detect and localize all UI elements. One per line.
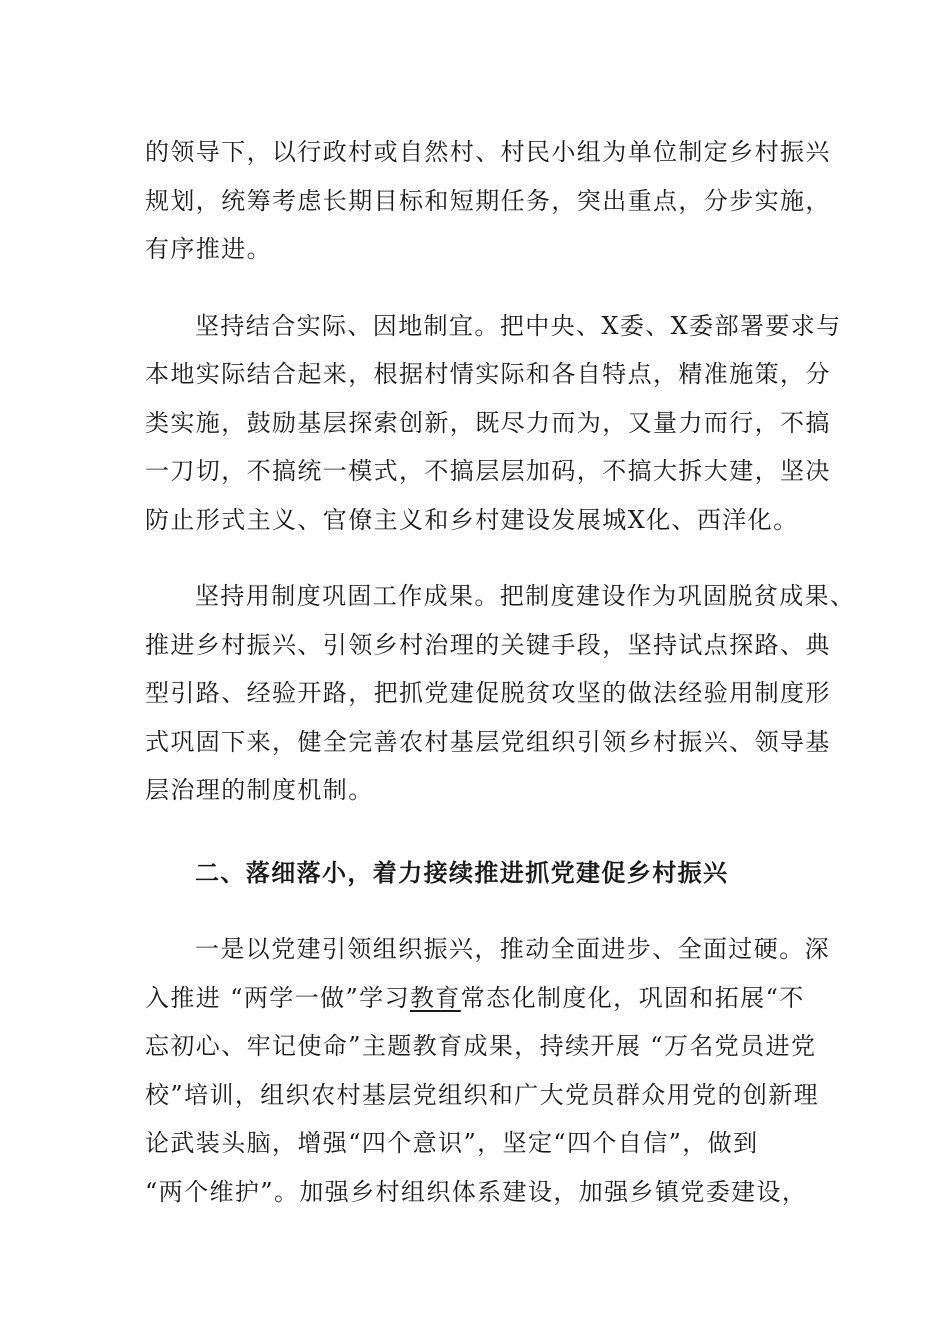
paragraph-4 [145,925,830,1216]
text-line: 坚持结合实际、因地制宜。把中央、X委、X委部署要求与 [195,311,842,340]
text-line: 校”培训，组织农村基层党组织和广大党员群众用党的创新理 [145,1080,820,1109]
text-segment: 入推进 “两学一做”学习 [145,983,410,1012]
text-line: 一是以党建引领组织振兴，推动全面进步、全面过硬。深 [195,935,830,963]
section-heading: 二、落细落小，着力接续推进抓党建促乡村振兴 [195,857,729,887]
text-line: 类实施，鼓励基层探索创新，既尽力而为，又量力而行，不搞 [145,408,831,437]
text-line: 层治理的制度机制。 [145,776,374,804]
paragraph-2 [145,302,842,545]
text-line: 本地实际结合起来，根据村情实际和各自特点，精准施策，分 [145,360,831,388]
text-line: 忘初心、牢记使命”主题教育成果，持续开展 “万名党员进党 [145,1032,817,1060]
text-line: “两个维护”。加强乡村组织体系建设，加强乡镇党委建设， [145,1177,808,1206]
text-line [145,974,810,1023]
text-line: 防止形式主义、官僚主义和乡村建设发展城X化、西洋化。 [145,505,799,534]
paragraph-1 [145,128,831,274]
text-line: 的领导下，以行政村或自然村、村民小组为单位制定乡村振兴 [145,138,831,166]
document-body [145,128,856,1216]
paragraph-3 [145,572,856,815]
text-line: 有序推进。 [145,235,272,263]
text-line: 坚持用制度巩固工作成果。把制度建设作为巩固脱贫成果、 [195,582,856,610]
education-link[interactable]: 教育 [409,983,461,1012]
text-line: 规划，统筹考虑长期目标和短期任务，突出重点，分步实施， [145,186,831,215]
text-segment: 常态化制度化，巩固和拓展“不 [460,983,805,1012]
text-line: 推进乡村振兴、引领乡村治理的关键手段，坚持试点探路、典 [145,630,831,659]
text-line: 式巩固下来，健全完善农村基层党组织引领乡村振兴、领导基 [145,727,831,756]
text-line: 论武装头脑，增强“四个意识”，坚定“四个自信”，做到 [145,1129,759,1157]
text-line: 型引路、经验开路，把抓党建促脱贫攻坚的做法经验用制度形 [145,679,831,707]
text-line: 一刀切，不搞统一模式，不搞层层加码，不搞大拆大建，坚决 [145,457,831,485]
